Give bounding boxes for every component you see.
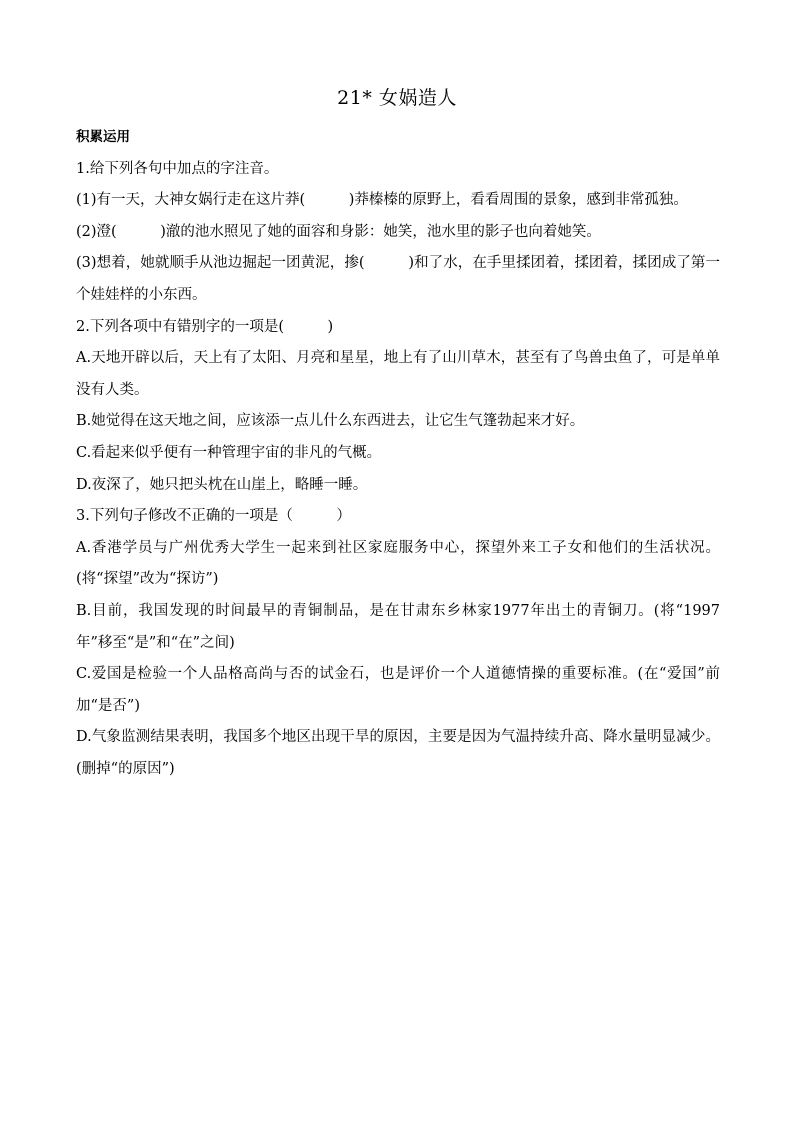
question-2 [76, 312, 720, 502]
option-c: C.看起来似乎便有一种管理宇宙的非凡的气概。 [76, 444, 382, 461]
question-stem: 1.给下列各句中加点的字注音。 [76, 160, 279, 177]
option-b: B.目前，我国发现的时间最早的青铜制品，是在甘肃东乡林家1977年出土的青铜刀。(将“1997年”移至“是”和“在”之间) [76, 602, 720, 651]
section-heading: 积累运用 [76, 129, 130, 145]
option-a: A.香港学员与广州优秀大学生一起来到社区家庭服务中心，探望外来工子女和他们的生活状况。(将“探望”改为“探访”) [76, 539, 720, 588]
question-stem: 2.下列各项中有错别字的一项是( ) [76, 318, 334, 335]
question-stem: 3.下列句子修改不正确的一项是（ ） [76, 508, 351, 525]
option-b: B.她觉得在这天地之间，应该添一点儿什么东西进去，让它生气篷勃起来才好。 [76, 413, 585, 430]
option-d: D.夜深了，她只把头枕在山崖上，略睡一睡。 [76, 476, 368, 493]
content-body [76, 122, 720, 785]
question-1 [76, 154, 720, 312]
question-item: (3)想着，她就顺手从池边掘起一团黄泥，掺( )和了水，在手里揉团着，揉团着，揉团成了第一个娃娃样的小东西。 [76, 255, 720, 303]
option-c: C.爱国是检验一个人品格高尚与否的试金石，也是评价一个人道德情操的重要标准。(在“爱国”前加“是否”) [76, 666, 720, 714]
question-3 [76, 501, 720, 785]
question-item: (1)有一天，大神女娲行走在这片莽( )莽榛榛的原野上，看看周围的景象，感到非常孤独。 [76, 192, 688, 209]
question-item: (2)澄( )澈的池水照见了她的面容和身影：她笑，池水里的影子也向着她笑。 [76, 223, 601, 240]
page-title: 21* 女娲造人 [337, 87, 457, 109]
option-d: D.气象监测结果表明，我国多个地区出现干旱的原因，主要是因为气温持续升高、降水量明显减少。(删掉“的原因”) [76, 729, 720, 777]
option-a: A.天地开辟以后，天上有了太阳、月亮和星星，地上有了山川草木，甚至有了鸟兽虫鱼了，可是单单没有人类。 [76, 350, 720, 398]
